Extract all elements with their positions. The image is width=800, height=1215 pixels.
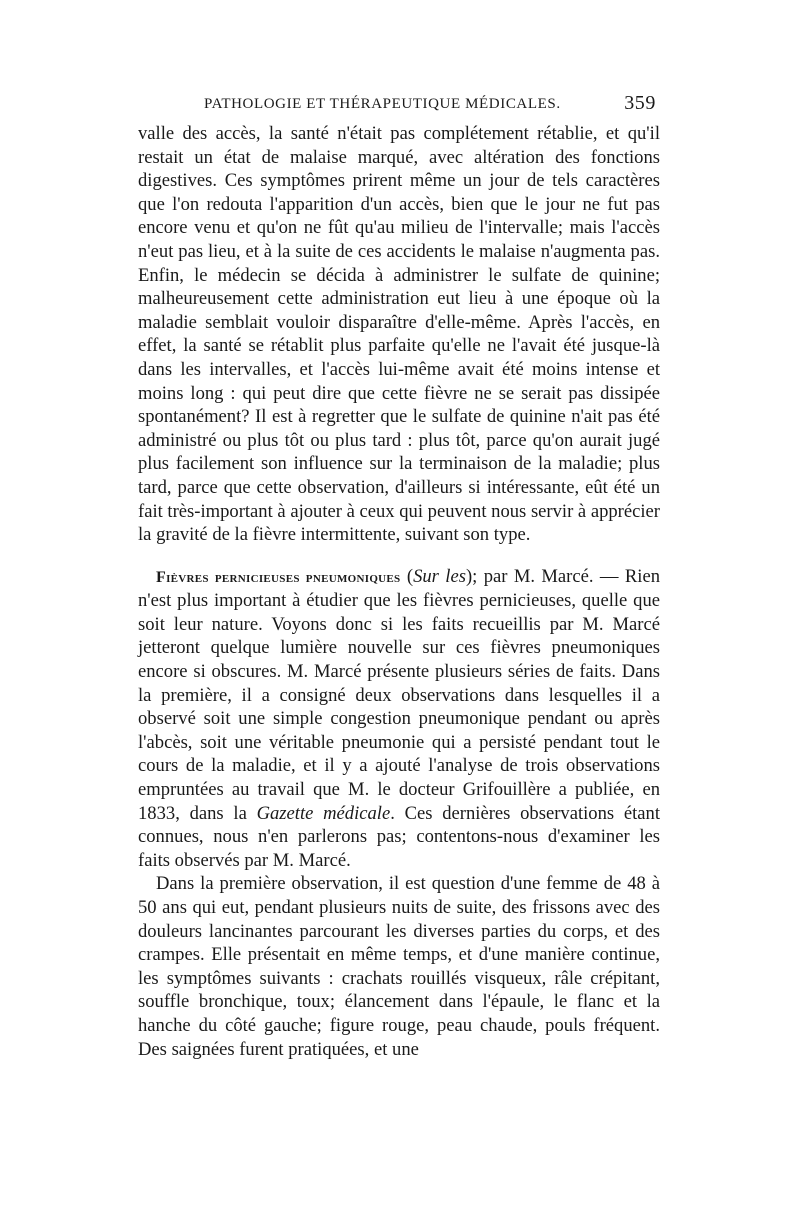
heading-paren-close: ); (465, 565, 484, 587)
page-number: 359 (624, 92, 656, 114)
running-head-title: PATHOLOGIE ET THÉRAPEUTIQUE MÉDICALES. (204, 96, 561, 112)
paragraph-pernicious-fevers (138, 565, 660, 873)
journal-title: Gazette médicale (256, 802, 391, 824)
paragraph-body: — Rien n'est plus important à étudier que les fièvres pernicieuses, quelle que soit leur nature. Voyons donc si les faits recueillis par M. Marcé jetteront quelque lumière nouvelle sur ces fièvres pneumoniques encore si obscures. M. Marcé présente plusieurs séries de faits. Dans la première, il a consigné deux observations dans lesquelles il a observé soit une simple congestion pneumonique pendant ou après l'abcès, soit une véritable pneumonie qui a persisté pendant tout le cours de la maladie, et il y a ajouté l'analyse de trois observations empruntées au travail que M. le docteur Grifouillère a publiée, en 1833, dans la (138, 565, 660, 824)
heading-paren-open: ( (400, 565, 414, 587)
running-head (138, 92, 660, 122)
section-heading: Fièvres pernicieuses pneumoniques (156, 568, 401, 586)
paragraph-first-observation: Dans la première observation, il est question d'une femme de 48 à 50 ans qui eut, pendant plusieurs nuits de suite, des frissons avec des douleurs lancinantes parcourant les diverses parties du corps, et des crampes. Elle présentait en même temps, et d'une manière continue, les symptômes suivants : crachats rouillés visqueux, râle crépitant, souffle bronchique, toux; élancement dans l'épaule, le flanc et la hanche du côté gauche; figure rouge, peau chaude, pouls fréquent. Des saignées furent pratiquées, et une (138, 873, 660, 1060)
heading-author: par M. Marcé. (483, 565, 594, 587)
section-gap (138, 547, 660, 565)
heading-sur-les: Sur les (413, 565, 466, 587)
paragraph-continued: valle des accès, la santé n'était pas complétement rétablie, et qu'il restait un état de malaise marqué, avec altération des fonctions digestives. Ces symptômes prirent même un jour de tels caractères que l'on redouta l'apparition d'un accès, bien que le jour ne fut pas encore venu et qu'on ne fût qu'au milieu de l'intervalle; mais l'accès n'eut pas lieu, et à la suite de ces accidents le malaise n'augmenta pas. Enfin, le médecin se décida à administrer le sulfate de quinine; malheureusement cette administration eut lieu à une époque où la maladie semblait vouloir disparaître d'elle-même. Après l'accès, en effet, la santé se rétablit plus parfaite qu'elle ne l'avait été jusque-là dans les intervalles, et l'accès lui-même avait été moins intense et moins long : qui peut dire que cette fièvre ne se serait pas dissipée spontanément? Il est à regretter que le sulfate de quinine n'ait pas été administré ou plus tôt ou plus tard : plus tôt, parce qu'on aurait jugé plus facilement son influence sur la terminaison de la maladie; plus tard, parce que cette observation, d'ailleurs si intéressante, eût été un fait très-important à ajouter à ceux qui peuvent nous servir à apprécier la gravité de la fièvre intermittente, suivant son type. (138, 123, 660, 546)
paragraph-end: . Ces dernières observations étant connues, nous n'en parlerons pas; contentons-nous d'examiner les faits observés par M. Marcé. (138, 802, 660, 871)
book-page (138, 92, 660, 1061)
